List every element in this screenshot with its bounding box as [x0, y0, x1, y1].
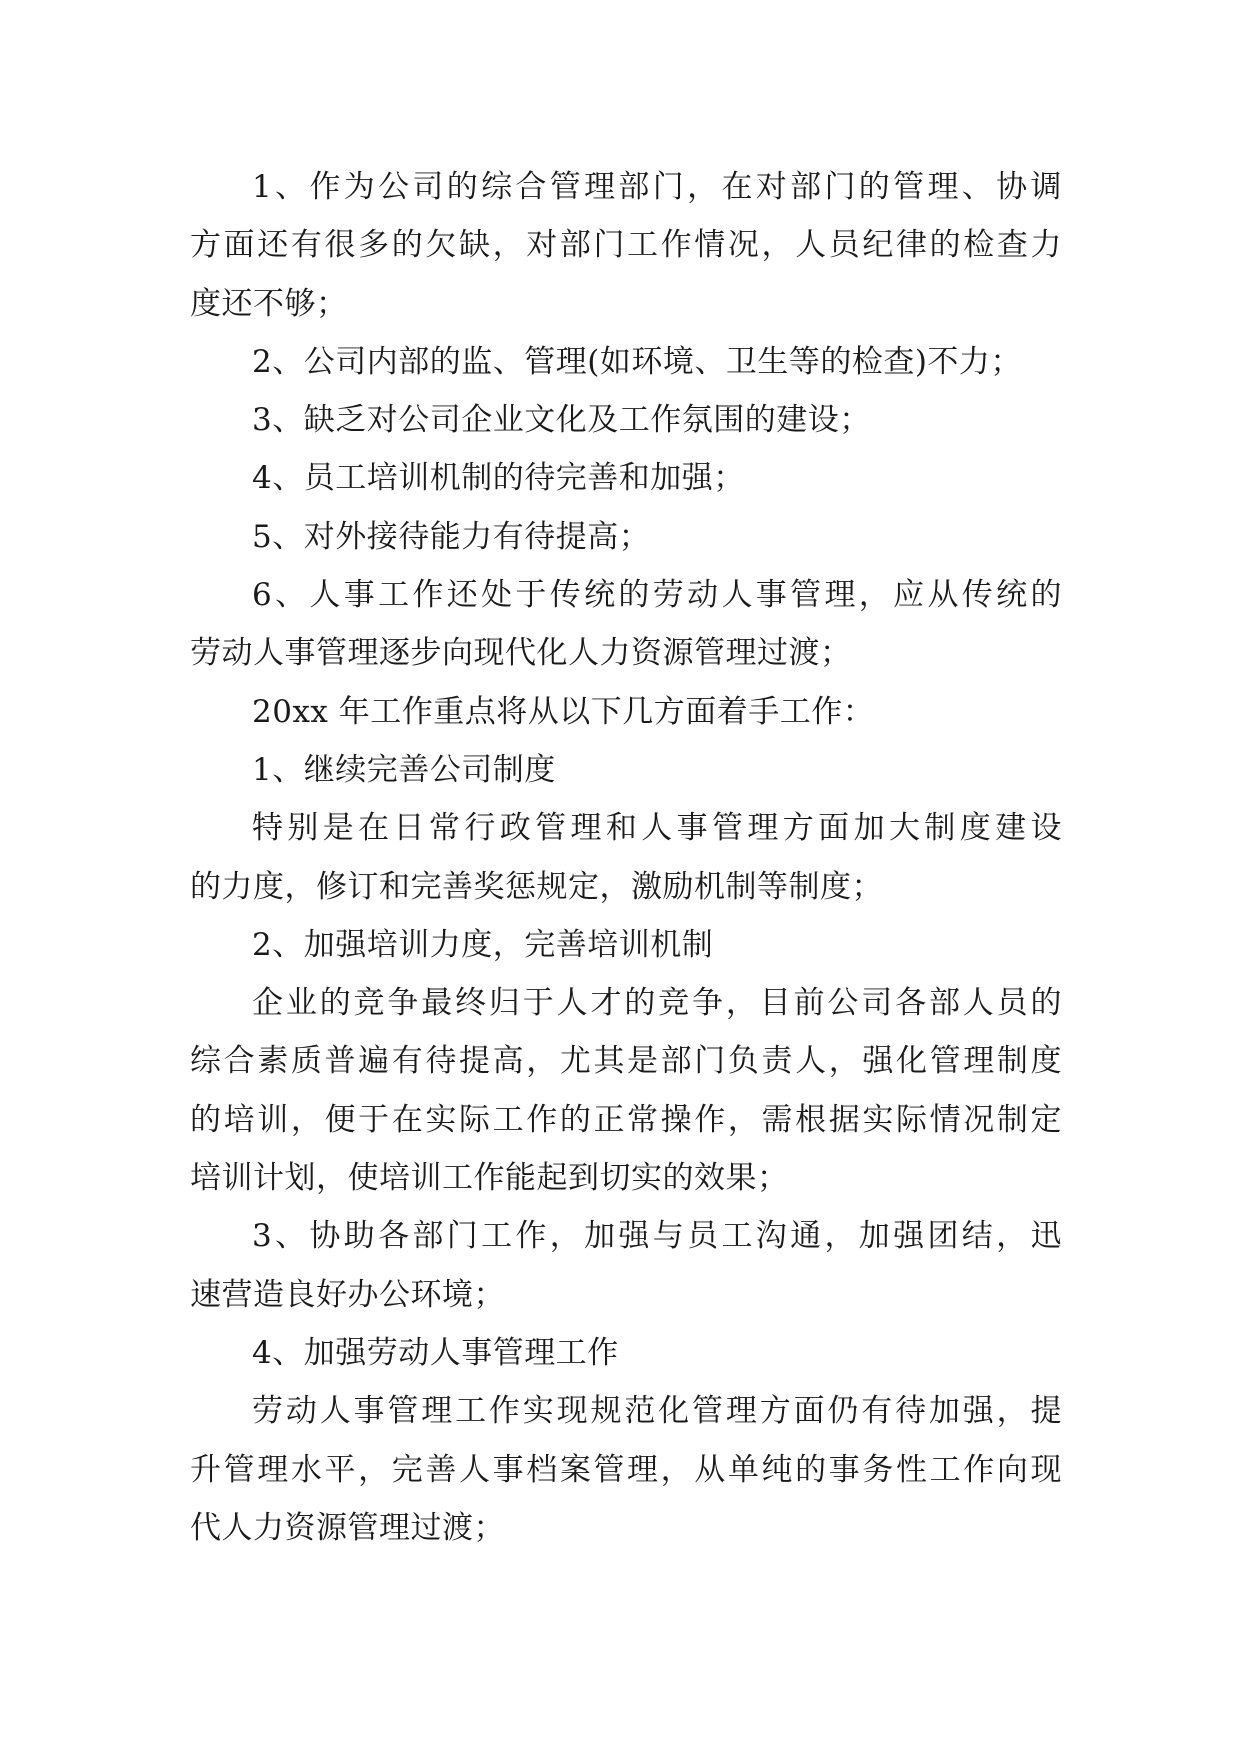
text-line: 3、协助各部门工作，加强与员工沟通，加强团结，迅 — [252, 1218, 1062, 1255]
text-line: 的力度，修订和完善奖惩规定，激励机制等制度； — [190, 868, 883, 905]
text-line: 劳动人事管理工作实现规范化管理方面仍有待加强，提 — [252, 1393, 1062, 1430]
text-line: 3、缺乏对公司企业文化及工作氛围的建设； — [252, 402, 871, 439]
text-line: 2、加强培训力度，完善培训机制 — [252, 926, 714, 963]
text-line: 特别是在日常行政管理和人事管理方面加大制度建设 — [252, 810, 1062, 847]
text-line: 培训计划，使培训工作能起到切实的效果； — [190, 1160, 789, 1197]
text-line: 度还不够； — [190, 285, 348, 322]
document-body — [190, 158, 1062, 1557]
text-line: 4、加强劳动人事管理工作 — [252, 1334, 619, 1371]
text-line: 企业的竞争最终归于人才的竞争，目前公司各部人员的 — [252, 985, 1062, 1022]
text-line: 的培训，便于在实际工作的正常操作，需根据实际情况制定 — [190, 1101, 1062, 1138]
text-line: 4、员工培训机制的待完善和加强； — [252, 460, 745, 497]
text-line: 5、对外接待能力有待提高； — [252, 518, 651, 555]
text-line: 1、继续完善公司制度 — [252, 751, 556, 788]
text-line: 劳动人事管理逐步向现代化人力资源管理过渡； — [190, 635, 852, 672]
text-line: 升管理水平，完善人事档案管理，从单纯的事务性工作向现 — [190, 1451, 1062, 1488]
text-line: 6、人事工作还处于传统的劳动人事管理，应从传统的 — [252, 577, 1062, 614]
text-line: 2、公司内部的监、管理(如环境、卫生等的检查)不力； — [252, 343, 1022, 380]
text-line: 20xx 年工作重点将从以下几方面着手工作： — [252, 693, 875, 730]
text-line: 综合素质普遍有待提高，尤其是部门负责人，强化管理制度 — [190, 1043, 1062, 1080]
text-line: 代人力资源管理过渡； — [190, 1509, 505, 1546]
text-line: 方面还有很多的欠缺，对部门工作情况，人员纪律的检查力 — [190, 227, 1062, 264]
text-line: 速营造良好办公环境； — [190, 1276, 505, 1313]
text-line: 1、作为公司的综合管理部门，在对部门的管理、协调 — [252, 169, 1062, 205]
